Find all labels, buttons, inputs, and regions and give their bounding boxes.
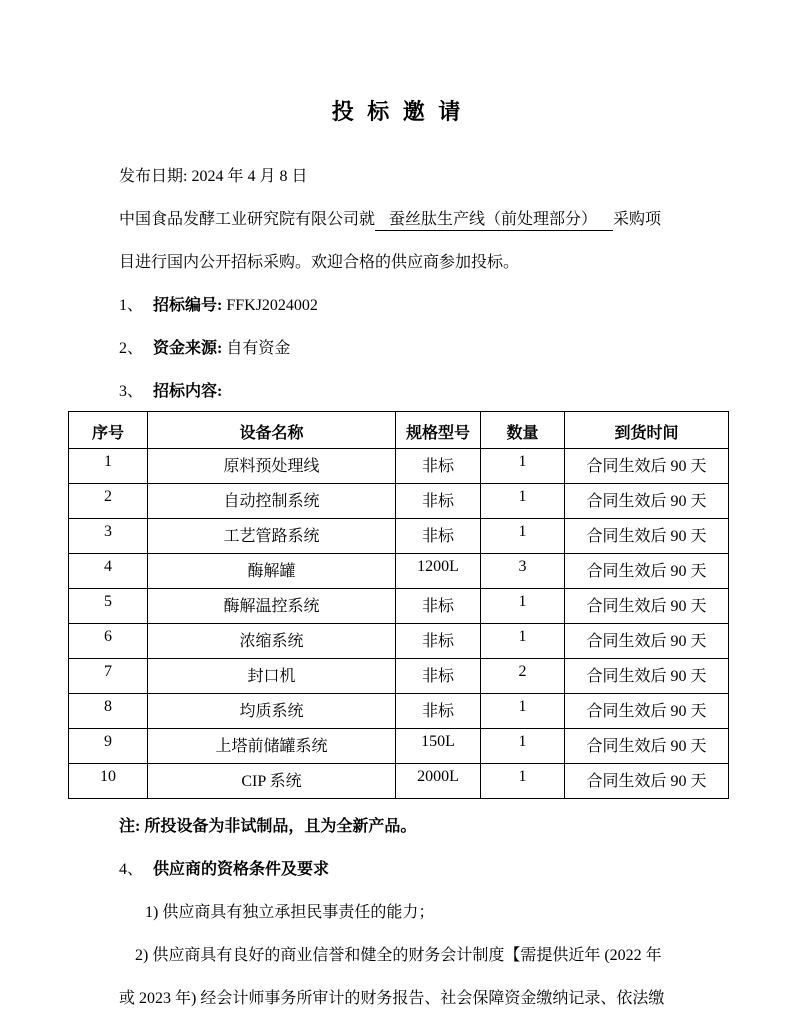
table-cell: 1: [69, 449, 148, 484]
table-cell: 非标: [396, 624, 481, 659]
header-delivery-time: 到货时间: [565, 412, 729, 449]
table-cell: 原料预处理线: [148, 449, 396, 484]
table-cell: 非标: [396, 449, 481, 484]
sub-item-1: 1) 供应商具有独立承担民事责任的能力；: [145, 904, 435, 921]
item-value: 自有资金: [226, 340, 291, 357]
sub-item-2-line-2: 或 2023 年) 经会计师事务所审计的财务报告、社会保障资金缴纳记录、依法缴: [119, 990, 665, 1007]
table-cell: 6: [69, 624, 148, 659]
header-equipment-name: 设备名称: [148, 412, 396, 449]
table-cell: 合同生效后 90 天: [565, 694, 729, 729]
table-cell: 8: [69, 694, 148, 729]
item-label: 招标编号:: [153, 297, 227, 314]
item-value: FFKJ2024002: [226, 297, 318, 314]
item-3-tender-content: [119, 370, 728, 413]
table-cell: CIP 系统: [148, 764, 396, 799]
item-number: 4、: [119, 861, 144, 878]
table-cell: 150L: [396, 729, 481, 764]
table-cell: 非标: [396, 484, 481, 519]
table-cell: 上塔前储罐系统: [148, 729, 396, 764]
table-cell: 合同生效后 90 天: [565, 519, 729, 554]
header-serial-number: 序号: [69, 412, 148, 449]
item-1-tender-number: [119, 284, 728, 327]
table-row: [69, 589, 729, 624]
table-cell: 1: [481, 729, 565, 764]
table-cell: 3: [69, 519, 148, 554]
table-cell: 1: [481, 764, 565, 799]
table-cell: 非标: [396, 519, 481, 554]
table-row: [69, 729, 729, 764]
item-4-supplier-qualifications: [119, 848, 728, 891]
equipment-table: [68, 411, 729, 799]
table-cell: 1: [481, 519, 565, 554]
item-number: 3、: [119, 383, 144, 400]
table-row: [69, 624, 729, 659]
table-cell: 1: [481, 624, 565, 659]
item-label: 资金来源:: [153, 340, 227, 357]
table-cell: 2: [69, 484, 148, 519]
table-cell: 合同生效后 90 天: [565, 729, 729, 764]
table-row: [69, 554, 729, 589]
table-cell: 5: [69, 589, 148, 624]
table-cell: 2000L: [396, 764, 481, 799]
note-line: 注: 所投设备为非试制品，且为全新产品。: [119, 818, 417, 835]
header-spec-model: 规格型号: [396, 412, 481, 449]
page-title: 投 标 邀 请: [331, 99, 465, 124]
table-cell: 合同生效后 90 天: [565, 484, 729, 519]
table-cell: 酶解罐: [148, 554, 396, 589]
table-cell: 自动控制系统: [148, 484, 396, 519]
table-cell: 合同生效后 90 天: [565, 554, 729, 589]
item-number: 1、: [119, 297, 144, 314]
table-cell: 均质系统: [148, 694, 396, 729]
table-cell: 2: [481, 659, 565, 694]
table-cell: 非标: [396, 659, 481, 694]
item-label: 招标内容:: [153, 383, 223, 400]
table-cell: 浓缩系统: [148, 624, 396, 659]
table-cell: 1: [481, 589, 565, 624]
table-cell: 3: [481, 554, 565, 589]
table-cell: 1: [481, 449, 565, 484]
sub-item-2-line-1: 2) 供应商具有良好的商业信誉和健全的财务会计制度【需提供近年 (2022 年: [135, 947, 662, 964]
table-row: [69, 449, 729, 484]
intro-text-post: 采购项: [613, 211, 662, 228]
intro-line-2: 目进行国内公开招标采购。欢迎合格的供应商参加投标。: [119, 254, 520, 271]
table-cell: 1: [481, 694, 565, 729]
item-label: 供应商的资格条件及要求: [153, 861, 330, 878]
header-quantity: 数量: [481, 412, 565, 449]
table-cell: 1: [481, 484, 565, 519]
table-cell: 封口机: [148, 659, 396, 694]
intro-text-pre: 中国食品发酵工业研究院有限公司就: [119, 211, 376, 228]
table-cell: 酶解温控系统: [148, 589, 396, 624]
table-cell: 10: [69, 764, 148, 799]
table-header-row: [69, 412, 729, 449]
table-row: [69, 694, 729, 729]
table-cell: 合同生效后 90 天: [565, 449, 729, 484]
table-cell: 9: [69, 729, 148, 764]
table-cell: 工艺管路系统: [148, 519, 396, 554]
table-row: [69, 659, 729, 694]
table-cell: 合同生效后 90 天: [565, 659, 729, 694]
table-row: [69, 519, 729, 554]
table-cell: 合同生效后 90 天: [565, 589, 729, 624]
project-name-underlined: 蚕丝肽生产线（前处理部分）: [375, 211, 613, 231]
table-cell: 4: [69, 554, 148, 589]
item-2-funding-source: [119, 327, 728, 370]
table-row: [69, 484, 729, 519]
table-cell: 非标: [396, 589, 481, 624]
item-number: 2、: [119, 340, 144, 357]
equipment-table-body: [69, 449, 729, 799]
publish-date-line: 发布日期: 2024 年 4 月 8 日: [119, 168, 308, 185]
table-cell: 1200L: [396, 554, 481, 589]
table-cell: 合同生效后 90 天: [565, 624, 729, 659]
intro-line-1: [119, 198, 728, 241]
table-cell: 非标: [396, 694, 481, 729]
table-cell: 7: [69, 659, 148, 694]
table-row: [69, 764, 729, 799]
table-cell: 合同生效后 90 天: [565, 764, 729, 799]
